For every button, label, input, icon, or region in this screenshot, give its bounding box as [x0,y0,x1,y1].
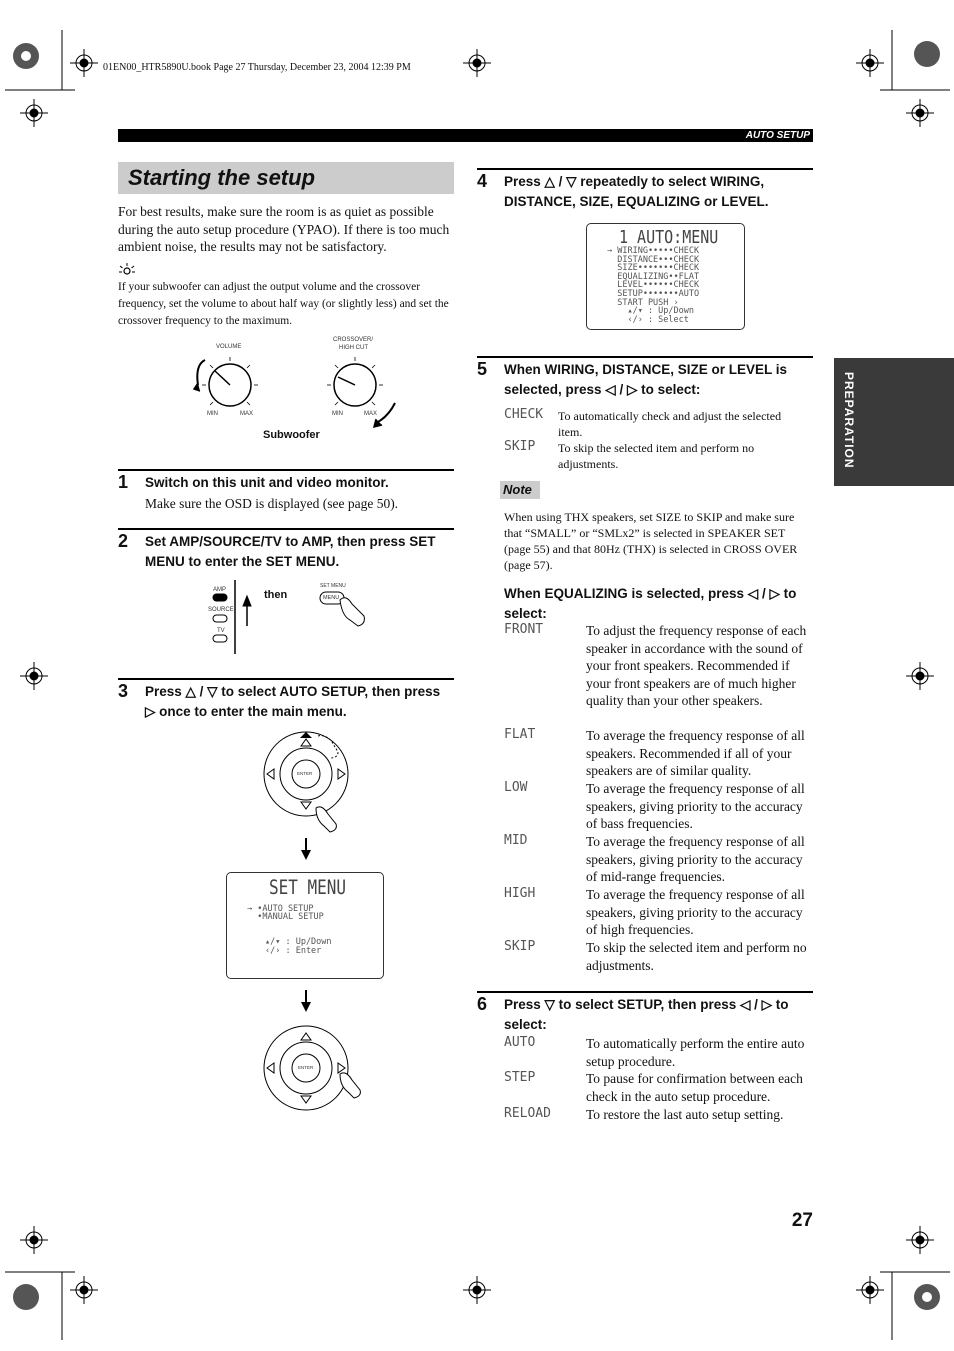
step-rule [477,356,813,358]
side-tab [834,358,954,486]
highcut-label: HIGH CUT [339,345,368,351]
osd-line: LEVEL••••••CHECK [607,280,700,291]
page-number: 27 [791,1210,813,1231]
term: HIGH [504,886,536,901]
title-banner [118,162,454,194]
step-rule [477,168,813,170]
tv-label: TV [217,628,225,634]
osd-line: •MANUAL SETUP [247,912,324,922]
term: CHECK [504,407,544,422]
down-arrow-icon [300,990,312,1014]
amp-source-tv-switch [205,578,380,656]
osd-help: ▴/▾ : Up/Down [265,937,332,947]
term-desc: To skip the selected item and perform no adjustments. [586,940,807,973]
equalizing-heading: When EQUALIZING is selected, press ◁ / ▷ to select: [504,586,797,621]
step-number: 4 [477,171,488,191]
note-badge [500,481,540,499]
term-desc: To average the frequency response of all speakers. Recommended if all of your speakers are of similar quality. [586,728,805,779]
term-desc: To adjust the frequency response of each speaker in accordance with the sound of your front speakers. Recommended if your front speakers are of much higher quality than your other speakers. [586,623,807,709]
term-desc: To average the frequency response of all speakers, giving priority to the accuracy of mid-range frequencies. [586,834,805,885]
step-number: 1 [118,472,129,492]
osd-title: SET MENU [269,876,347,899]
osd-line: ‹/› : Select [607,314,689,325]
enter-button[interactable]: ENTER [297,771,313,776]
step-rule [118,678,454,680]
step-heading: Press ▽ to select SETUP, then press ◁ / ▷ to select: [504,997,789,1032]
max-label: MAX [240,411,254,417]
osd-line: ▴/▾ : Up/Down [607,306,694,317]
side-tab-label: PREPARATION [842,372,856,469]
osd-line: SIZE•••••••CHECK [607,263,700,274]
crossover-label: CROSSOVER/ [333,337,374,343]
osd-help: ‹/› : Enter [265,946,322,956]
max-label-2: MAX [364,411,378,417]
menu-button[interactable]: MENU [323,595,340,601]
tip-text: If your subwoofer can adjust the output volume and the crossover frequency, set the volume to about half way (or slightly less) and set the crossover frequency to the maximum. [118,281,449,327]
step-body: Make sure the OSD is displayed (see page 50). [145,496,399,511]
term-desc: To pause for confirmation between each check in the auto setup procedure. [586,1071,803,1104]
step-heading: Set AMP/SOURCE/TV to AMP, then press SET MENU to enter the SET MENU. [145,534,436,569]
osd-line: → •AUTO SETUP [247,904,314,914]
subwoofer-caption: Subwoofer [263,429,320,441]
step-rule [477,991,813,993]
osd-line: → WIRING•••••CHECK [607,246,700,256]
print-info: 01EN00_HTR5890U.book Page 27 Thursday, December 23, 2004 12:39 PM [103,62,411,73]
term: FLAT [504,727,536,742]
down-arrow-icon [300,838,312,862]
note-label: Note [503,482,532,497]
osd-line: START PUSH › [607,297,679,308]
step-number: 5 [477,359,488,379]
term: SKIP [504,939,536,954]
volume-label: VOLUME [216,344,242,350]
step-heading: Press △ / ▽ repeatedly to select WIRING, DISTANCE, SIZE, EQUALIZING or LEVEL. [504,174,769,209]
step-heading: Switch on this unit and video monitor. [145,475,389,490]
source-label: SOURCE [208,607,234,613]
term-desc: To automatically perform the entire auto setup procedure. [586,1036,805,1069]
term-desc: To average the frequency response of all speakers, giving priority to the accuracy of bass frequencies. [586,781,805,832]
term: FRONT [504,622,544,637]
osd-line: SETUP•••••••AUTO [607,288,700,299]
page-title: Starting the setup [128,165,316,190]
section-tag: AUTO SETUP [745,130,810,141]
min-label-2: MIN [332,411,343,417]
step-number: 6 [477,994,488,1014]
term: AUTO [504,1035,536,1050]
step-rule [118,469,454,471]
term-desc: To skip the selected item and perform no adjustments. [558,441,755,471]
term-desc: To automatically check and adjust the selected item. [558,409,782,439]
step-heading: When WIRING, DISTANCE, SIZE or LEVEL is selected, press ◁ / ▷ to select: [504,362,788,397]
cursor-pad[interactable] [258,730,358,840]
osd-line: EQUALIZING••FLAT [607,271,700,282]
set-menu-osd [226,872,384,979]
header-bar [118,129,813,142]
term-desc: To average the frequency response of all speakers, giving priority to the accuracy of high frequencies. [586,887,805,938]
note-text: When using THX speakers, set SIZE to SKIP and make sure that “SMALL” or “SMLx2” is selected in SPEAKER SET (page 55) and that 80Hz (THX) is selected in CROSS OVER (page 57). [504,510,798,572]
then-label: then [264,589,288,601]
term: RELOAD [504,1106,551,1121]
tip-icon [119,263,135,277]
setmenu-label: SET MENU [320,583,346,589]
step-rule [118,528,454,530]
amp-label: AMP [213,587,227,593]
intro-text: For best results, make sure the room is as quiet as possible during the auto setup procedure (YPAO). If there is too much ambient noise, the results may not be satisfactory. [118,204,450,254]
osd-line: DISTANCE•••CHECK [607,254,700,265]
term: STEP [504,1070,536,1085]
step-number: 3 [118,681,129,701]
enter-button[interactable]: ENTER [298,1065,314,1070]
auto-menu-osd [586,223,745,330]
term-desc: To restore the last auto setup setting. [586,1107,784,1122]
term: MID [504,833,528,848]
min-label: MIN [207,411,218,417]
term: LOW [504,780,528,795]
step-number: 2 [118,531,129,551]
subwoofer-knobs [180,335,420,435]
term: SKIP [504,439,536,454]
step-heading: Press △ / ▽ to select AUTO SETUP, then press ▷ once to enter the main menu. [145,684,441,719]
osd-title: 1 AUTO:MENU [619,226,719,248]
